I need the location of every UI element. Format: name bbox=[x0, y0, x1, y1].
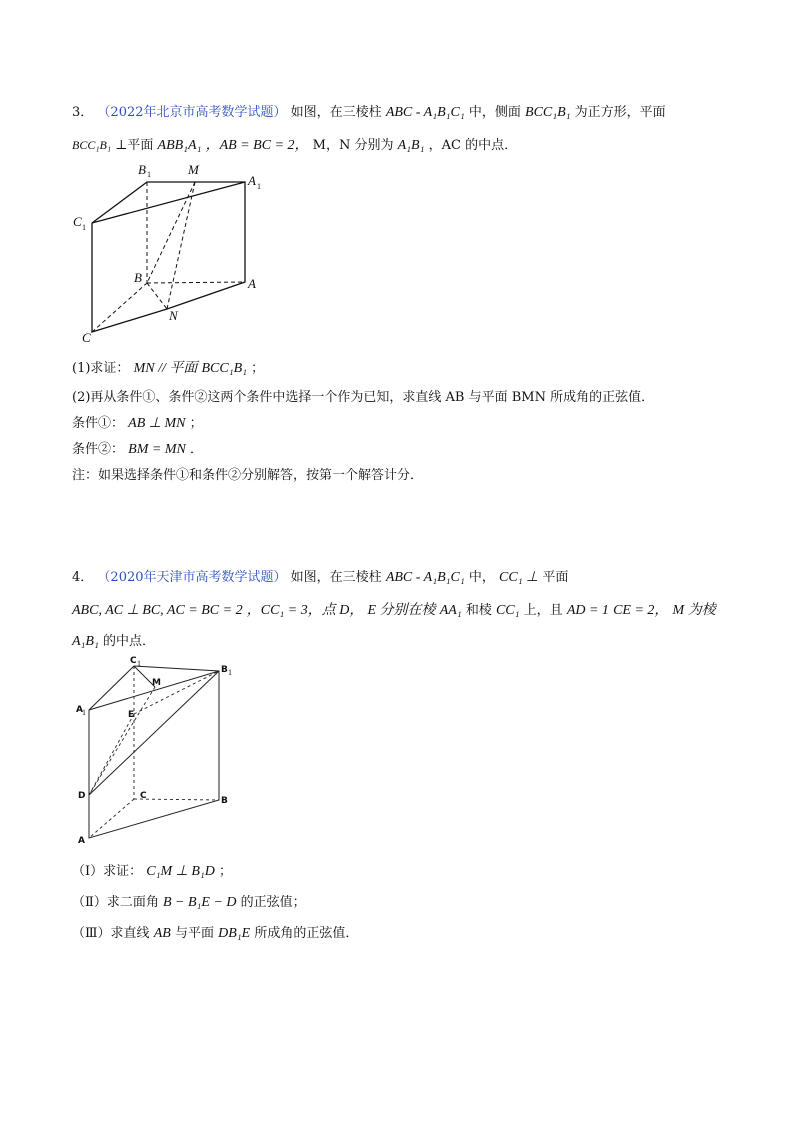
q3-stem-line2 bbox=[72, 134, 517, 154]
q3-mid1: 中，侧面 bbox=[468, 105, 521, 120]
q4-number: 4． bbox=[72, 570, 94, 585]
q3-label-a: A bbox=[248, 276, 256, 291]
q3-edge-c1a1 bbox=[92, 182, 245, 223]
q4-edge-db1 bbox=[89, 671, 219, 795]
q3-note: 注：如果选择条件①和条件②分别解答，按第一个解答计分． bbox=[72, 468, 424, 483]
q4-part1-end: ； bbox=[219, 864, 233, 879]
q3-edge-mn bbox=[167, 182, 195, 309]
q4-line2g: 上，且 bbox=[523, 603, 563, 618]
q4-line3a: A₁B₁ bbox=[72, 634, 99, 649]
q4-stem-line2 bbox=[72, 599, 716, 619]
q4-part3-mid: 与平面 bbox=[174, 926, 214, 941]
q4-label-m: M bbox=[152, 678, 161, 688]
q4-part2 bbox=[72, 891, 306, 911]
q3-label-b1-sub: 1 bbox=[147, 170, 151, 179]
q4-part1 bbox=[72, 860, 232, 880]
q3-label-n: N bbox=[169, 308, 178, 323]
q3-label-c1: C bbox=[73, 214, 82, 229]
q3-cond1-math: AB ⊥ MN bbox=[128, 416, 186, 431]
q3-part1-plane: BCC₁B₁ bbox=[201, 361, 247, 376]
q4-part1-math: C₁M ⊥ B₁D bbox=[146, 864, 215, 879]
q3-label-c1-sub: 1 bbox=[82, 223, 86, 232]
q4-prism-math: ABC - A₁B₁C₁ bbox=[385, 570, 465, 585]
q4-part2-math: B − B₁E − D bbox=[162, 895, 237, 910]
q4-line2h: AD = 1 bbox=[566, 603, 609, 618]
q4-line2b: ，CC₁ = 3，点 D， bbox=[246, 603, 364, 618]
q4-label-a: A bbox=[78, 836, 85, 846]
q3-cond2-end: ． bbox=[189, 442, 203, 457]
q3-prism-math: ABC - A₁B₁C₁ bbox=[385, 105, 465, 120]
q3-cond2-label: 条件②： bbox=[72, 442, 125, 457]
q3-label-b1: B bbox=[138, 162, 146, 177]
q4-mid2: 平面 bbox=[542, 570, 569, 585]
q3-part1-math: MN // 平面 bbox=[133, 361, 198, 376]
q3-edge-mb bbox=[147, 182, 195, 283]
q4-part3-math2: DB₁E bbox=[218, 926, 251, 941]
q3-plane2: ABB₁A₁ bbox=[157, 138, 202, 153]
q3-plane1: BCC₁B₁ bbox=[72, 138, 112, 152]
q4-mid1: 中， bbox=[468, 570, 495, 585]
q4-label-b1-sub: 1 bbox=[228, 668, 232, 677]
q4-line2c: E 分别在棱 bbox=[367, 603, 436, 618]
q4-label-c1: C bbox=[130, 656, 137, 666]
q3-label-b: B bbox=[134, 270, 142, 285]
q4-edge-ca bbox=[89, 799, 134, 838]
q4-label-a1-sub: 1 bbox=[82, 708, 86, 717]
q4-label-b1: B bbox=[221, 665, 228, 675]
q3-cond2 bbox=[72, 438, 203, 458]
q4-label-a1: A bbox=[76, 705, 83, 715]
q3-label-c: C bbox=[82, 330, 91, 345]
q3-part1-end: ； bbox=[251, 361, 265, 376]
q4-label-b: B bbox=[221, 796, 228, 806]
q4-source-link[interactable]: （2020年天津市高考数学试题） bbox=[97, 570, 287, 585]
q4-stem-line3 bbox=[72, 630, 155, 650]
q3-prism-figure bbox=[70, 160, 270, 350]
q4-stem-line1 bbox=[72, 566, 568, 586]
q4-line2j: M 为棱 bbox=[672, 603, 716, 618]
q3-number: 3． bbox=[72, 105, 94, 120]
q3-a1b1: A₁B₁ bbox=[397, 138, 425, 153]
q3-cond1 bbox=[72, 412, 203, 432]
q4-outer-edges bbox=[89, 666, 219, 838]
q3-stem-line1 bbox=[72, 101, 666, 121]
q3-part2: (2)再从条件①、条件②这两个条件中选择一个作为已知，求直线 AB 与平面 BMN 所成角的正弦值． bbox=[72, 390, 655, 405]
q4-label-c1-sub: 1 bbox=[137, 659, 141, 668]
q3-label-m: M bbox=[188, 162, 199, 177]
q3-intro: 如图，在三棱柱 bbox=[290, 105, 382, 120]
q4-prism-figure bbox=[72, 655, 242, 845]
q4-cc1-math: CC₁ ⊥ bbox=[499, 570, 539, 585]
q3-edge-bn bbox=[147, 283, 167, 309]
q4-label-e: E bbox=[128, 710, 135, 720]
q4-line2d: AA₁ bbox=[439, 603, 462, 618]
q3-cond1-end: ； bbox=[189, 416, 203, 431]
q3-source-link[interactable]: （2022年北京市高考数学试题） bbox=[97, 105, 287, 120]
q4-line3b: 的中点． bbox=[102, 634, 155, 649]
q4-part3-end: 所成角的正弦值． bbox=[254, 926, 359, 941]
q3-edge-cb bbox=[92, 283, 147, 332]
q4-part3-math1: AB bbox=[153, 926, 171, 941]
q4-part2-prefix: （Ⅱ）求二面角 bbox=[72, 895, 159, 910]
q3-ac: ，AC 的中点． bbox=[428, 138, 518, 153]
q3-cond2-math: BM = MN bbox=[128, 442, 186, 457]
q4-edge-de bbox=[89, 714, 134, 795]
q3-label-a1: A bbox=[248, 173, 256, 188]
q3-cond1-label: 条件①： bbox=[72, 416, 125, 431]
q3-label-a1-sub: 1 bbox=[257, 182, 261, 191]
q4-line2f: CC₁ bbox=[495, 603, 520, 618]
q4-part2-end: 的正弦值； bbox=[240, 895, 306, 910]
q4-line2a: ABC, AC ⊥ BC, AC = BC = 2 bbox=[72, 603, 243, 618]
q4-line2e: 和棱 bbox=[465, 603, 492, 618]
q4-part1-prefix: （Ⅰ）求证： bbox=[72, 864, 143, 879]
q3-face-math: BCC₁B₁ bbox=[525, 105, 571, 120]
q3-eq: ，AB = BC = 2， bbox=[205, 138, 309, 153]
q4-label-c: C bbox=[140, 791, 147, 801]
q4-part3-prefix: （Ⅲ）求直线 bbox=[72, 926, 150, 941]
q3-part1-prefix: (1)求证： bbox=[72, 361, 130, 376]
q3-perp: ⊥平面 bbox=[115, 138, 154, 153]
q3-edge-ba bbox=[147, 282, 245, 283]
q4-line2i: CE = 2， bbox=[613, 603, 669, 618]
q3-part1 bbox=[72, 357, 264, 377]
q3-mn: M，N 分别为 bbox=[312, 138, 394, 153]
q4-intro: 如图，在三棱柱 bbox=[290, 570, 382, 585]
q4-edge-cb bbox=[134, 799, 219, 800]
q4-part3 bbox=[72, 922, 358, 942]
q3-mid2: 为正方形，平面 bbox=[574, 105, 666, 120]
q4-label-d: D bbox=[78, 791, 86, 801]
